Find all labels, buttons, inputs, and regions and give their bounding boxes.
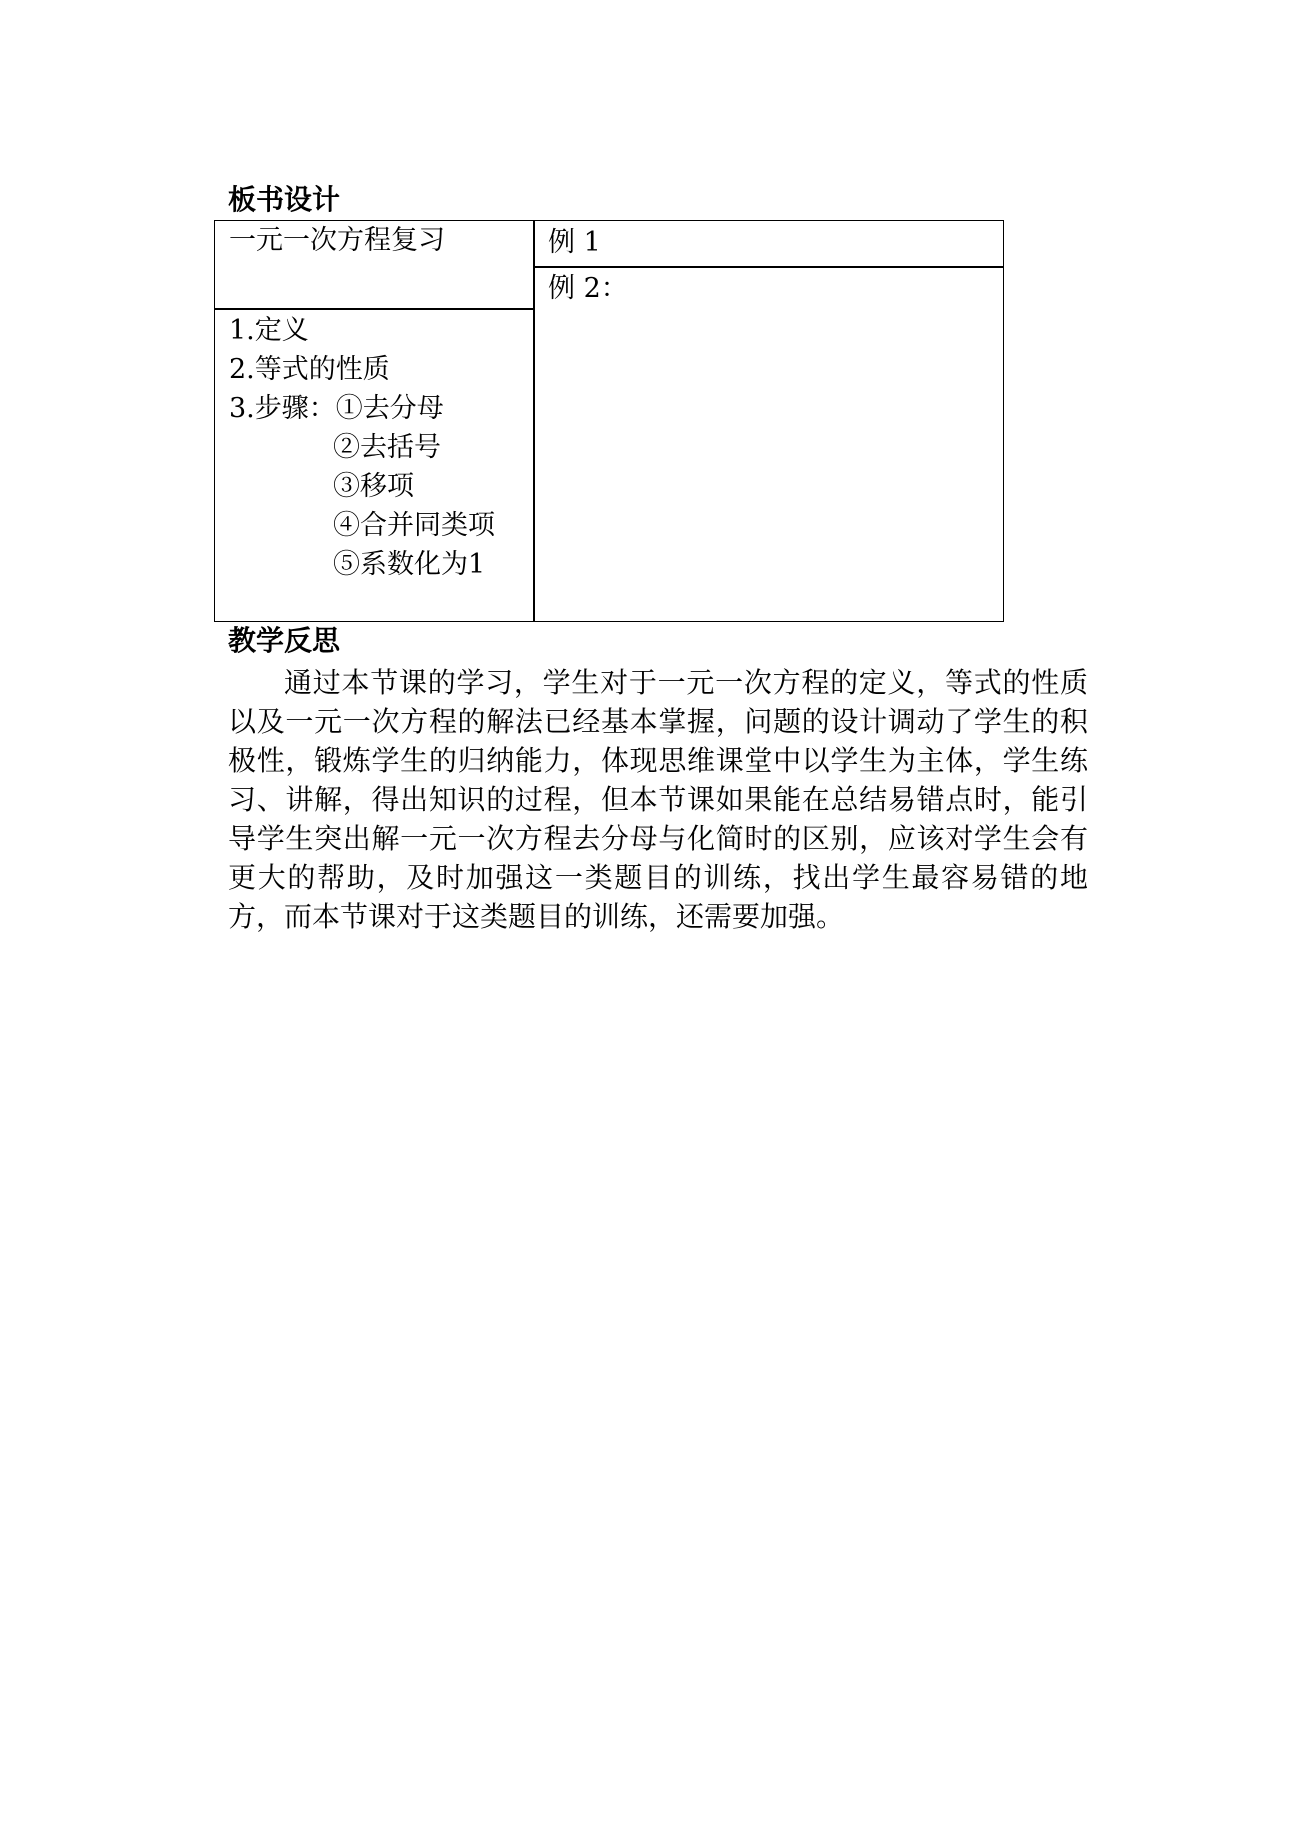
teaching-reflection-heading: 教学反思 <box>228 624 341 657</box>
table-row-divider-left <box>215 308 533 310</box>
table-column-divider <box>533 221 535 621</box>
review-points-list <box>229 311 495 584</box>
step-remove-brackets: ②去括号 <box>333 432 441 463</box>
example-2-label: 例 2： <box>548 273 628 304</box>
review-point-definition: 1.定义 <box>229 315 309 346</box>
example-1-label: 例 1 <box>548 227 601 258</box>
board-title: 一元一次方程复习 <box>229 225 445 256</box>
step-combine-like-terms: ④合并同类项 <box>333 510 495 541</box>
review-point-equality-properties: 2.等式的性质 <box>229 354 390 385</box>
step-transpose: ③移项 <box>333 471 414 502</box>
review-point-steps: 3.步骤：①去分母 <box>229 393 444 424</box>
table-row-divider-right <box>533 266 1003 268</box>
board-design-heading: 板书设计 <box>228 183 341 216</box>
step-coefficient-to-one: ⑤系数化为1 <box>333 549 486 580</box>
board-design-table <box>214 220 1004 622</box>
teaching-reflection-paragraph: 通过本节课的学习，学生对于一元一次方程的定义，等式的性质以及一元一次方程的解法已经基本掌握，问题的设计调动了学生的积极性，锻炼学生的归纳能力，体现思维课堂中以学生为主体，学生练习、讲解，得出知识的过程，但本节课如果能在总结易错点时，能引导学生突出解一元一次方程去分母与化简时的区别，应该对学生会有更大的帮助，及时加强这一类题目的训练，找出学生最容易错的地方，而本节课对于这类题目的训练，还需要加强。 <box>228 666 1088 933</box>
